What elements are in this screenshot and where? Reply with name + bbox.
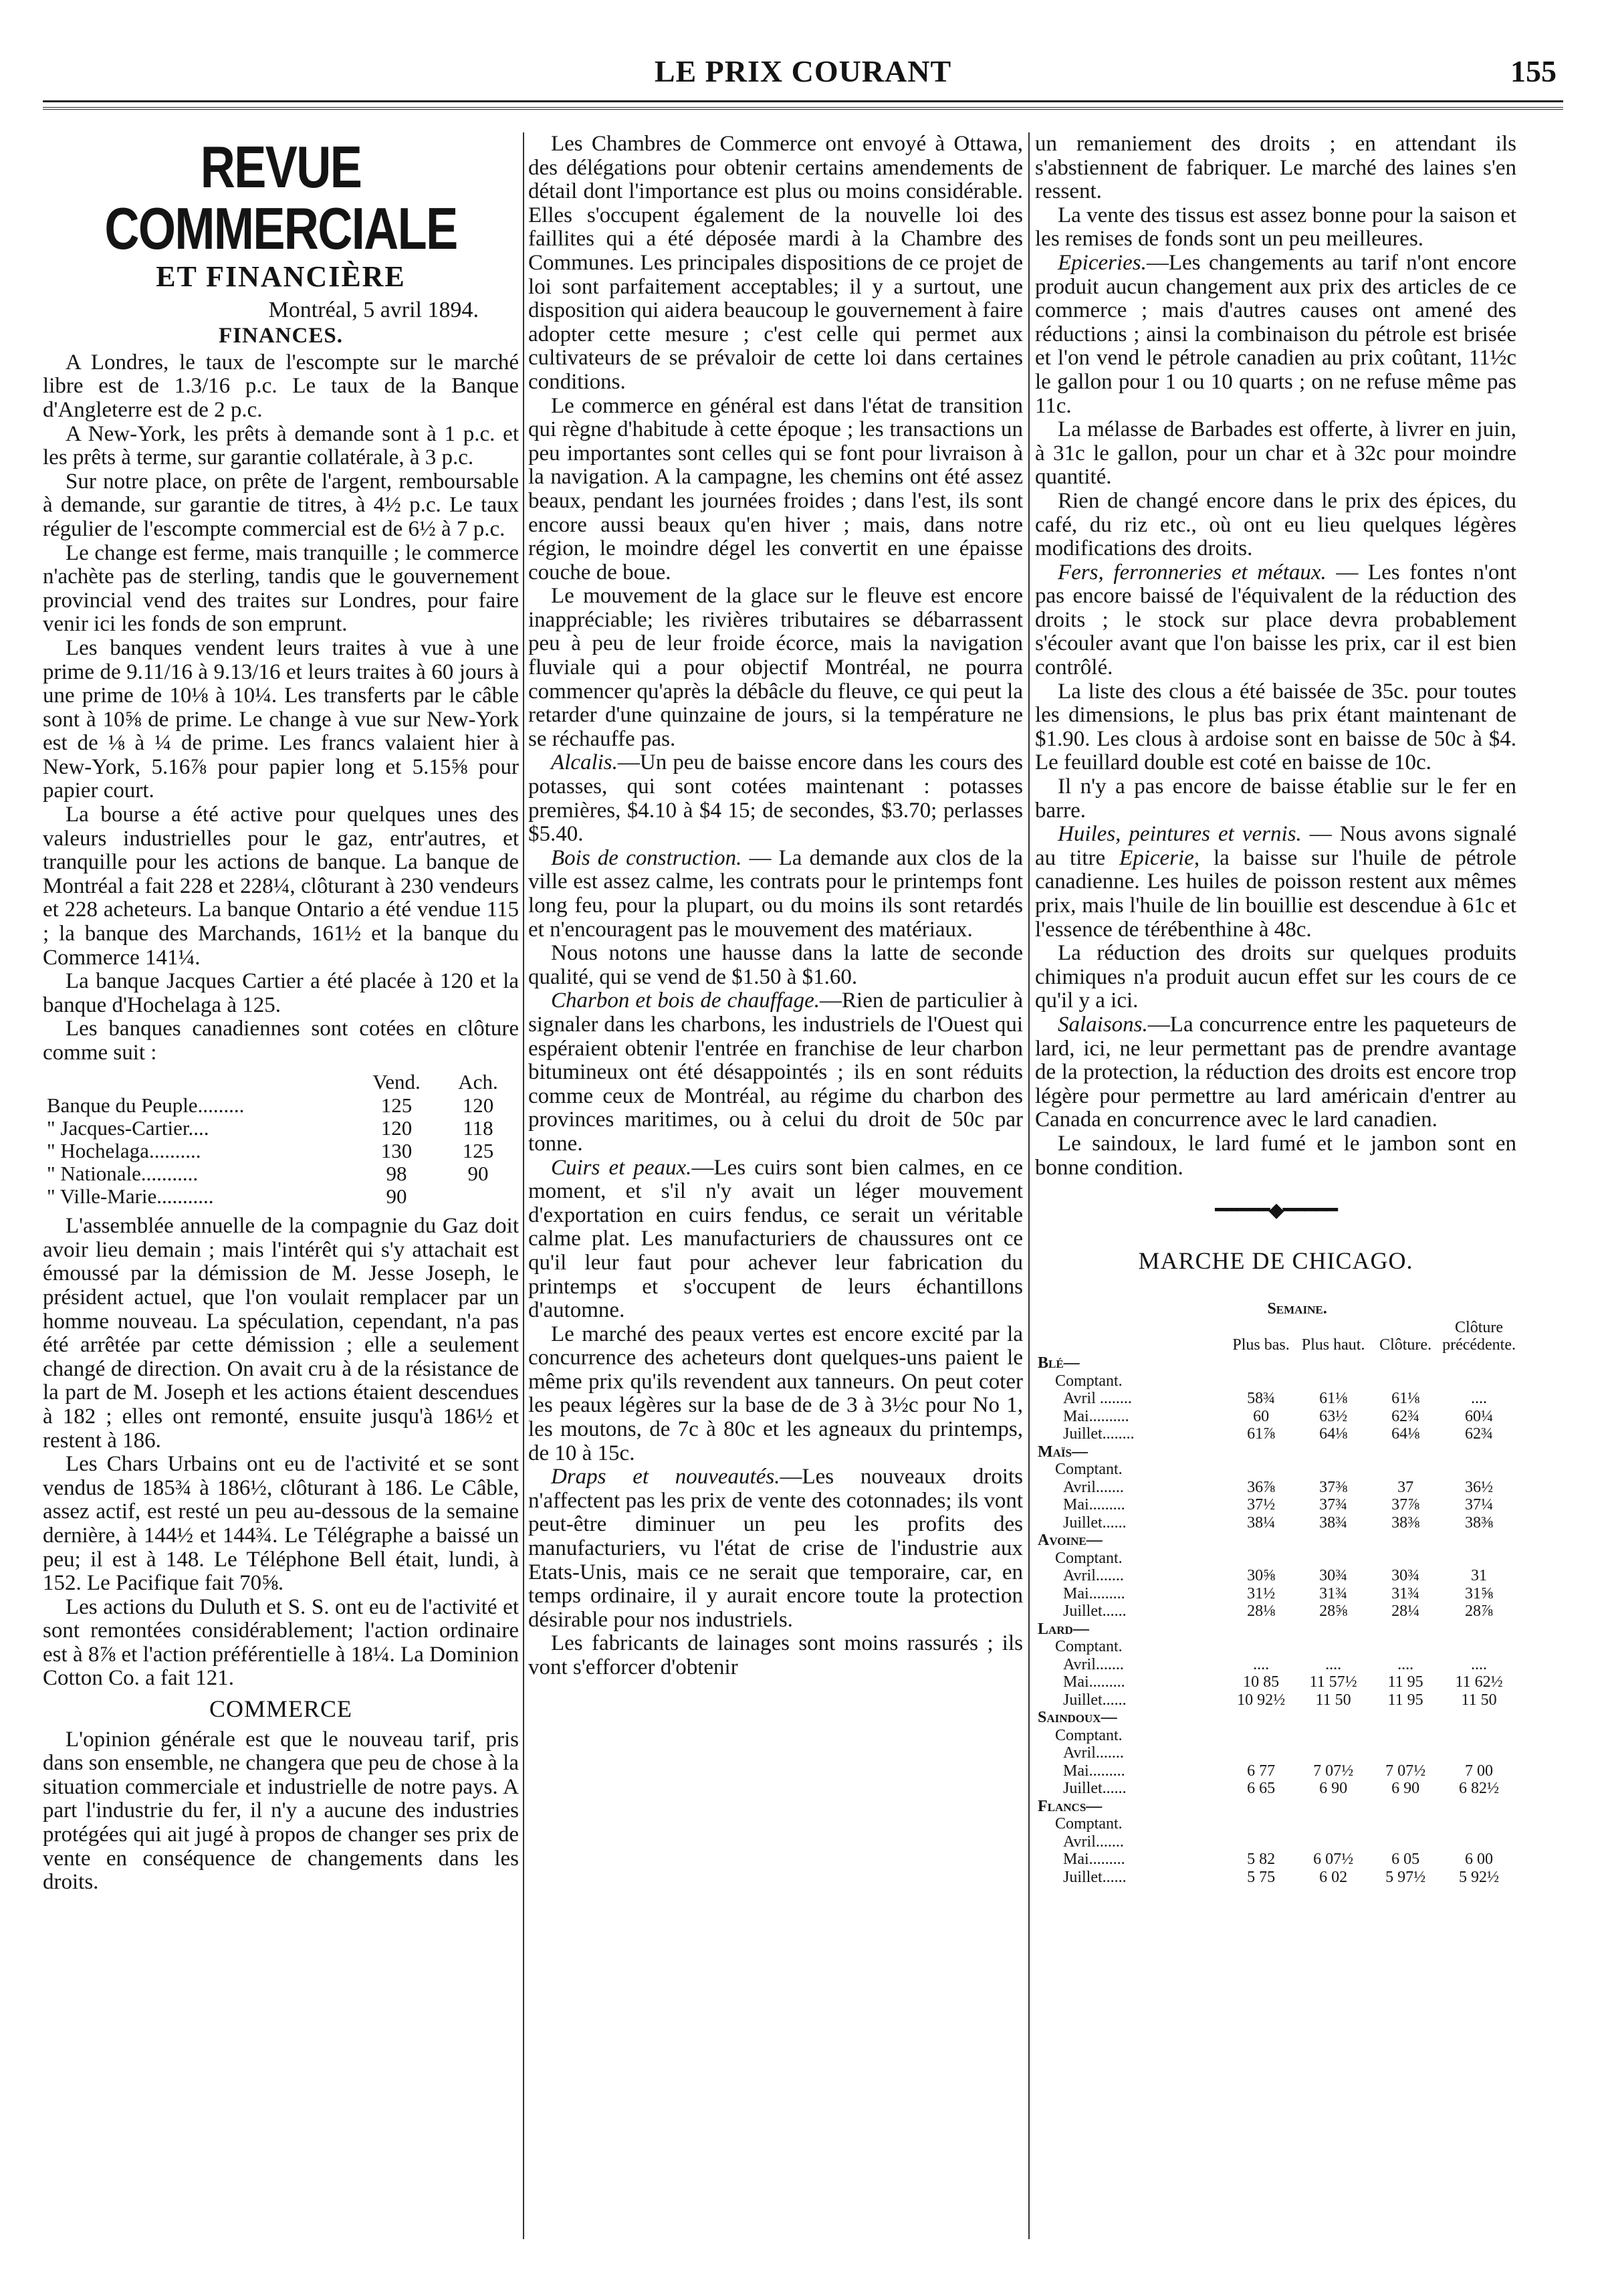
paragraph: La vente des tissus est assez bonne pour la saison et les remises de fonds sont un peu meilleures.: [1035, 203, 1516, 251]
column-header-ach: Ach.: [458, 1069, 498, 1093]
vend-value: 125: [380, 1093, 413, 1118]
price-value: [1442, 1709, 1516, 1727]
paragraph: A Londres, le taux de l'escompte sur le marché libre est de 1.3/16 p.c. Le taux de la Banque d'Angleterre est de 2 p.c.: [43, 350, 519, 422]
section-heading-finances: FINANCES.: [219, 324, 343, 348]
price-value: [1369, 1443, 1442, 1461]
price-value: [1225, 1461, 1297, 1479]
price-value: [1369, 1550, 1442, 1568]
bank-name: " Hochelaga..........: [47, 1139, 201, 1163]
rubric-heading: Bois de construction.: [551, 845, 742, 870]
price-value: [1225, 1443, 1297, 1461]
paragraph: Le change est ferme, mais tranquille ; le commerce n'achète pas de sterling, tandis que le gouvernement provincial vend des traites sur Londres, pour faire venir ici les fonds de son emprunt.: [43, 540, 519, 637]
commodity-label: Saindoux—: [1038, 1709, 1117, 1727]
table-row: [1035, 1869, 1516, 1887]
price-value: 11 57½: [1309, 1673, 1357, 1691]
column-header-plus-haut: Plus haut.: [1301, 1336, 1365, 1354]
column-separator: [1028, 132, 1030, 2239]
paragraph: un remaniement des droits ; en attendant ils s'abstiennent de fabriquer. Le marché des laines s'en ressent.: [1035, 132, 1516, 204]
price-value: 60¼: [1465, 1407, 1494, 1425]
price-value: [1225, 1354, 1297, 1372]
price-value: 37⅞: [1391, 1496, 1420, 1514]
paragraph: Huiles, peintures et vernis. — Nous avons signalé au titre Epicerie, la baisse sur l'huile de pétrole canadienne. Les huiles de poisson restent aux mêmes prix, mais l'huile de lin bouillie est descendue à 61c et l'essence de térébenthine à 48c.: [1035, 822, 1516, 942]
price-value: [1297, 1550, 1369, 1568]
paragraph: Charbon et bois de chauffage.—Rien de particulier à signaler dans les charbons, les industriels de l'Ouest qui espéraient obtenir l'entrée en franchise de leur charbon bitumineux ont été désappointés ; ils en sont réduits comme ceux de Montréal, au régime du charbon des provinces maritimes, ou à celui du droit de 50c par tonne.: [528, 988, 1023, 1156]
commodity-label: Mai.........: [1063, 1496, 1125, 1514]
commodity-label: Avril.......: [1063, 1744, 1124, 1762]
price-value: 64⅛: [1391, 1425, 1420, 1443]
ach-value: [437, 1185, 519, 1208]
price-value: [1442, 1727, 1516, 1745]
price-value: [1297, 1727, 1369, 1745]
section-heading-commerce: COMMERCE: [209, 1695, 353, 1723]
commodity-label: Blé—: [1038, 1354, 1080, 1372]
price-value: 37⅜: [1319, 1478, 1348, 1496]
table-row: [1035, 1780, 1516, 1798]
table-row: [43, 1094, 519, 1117]
commodity-label: Avril.......: [1063, 1478, 1124, 1496]
table-row: [1035, 1744, 1516, 1762]
table-row: [1035, 1425, 1516, 1443]
rubric-heading: Epiceries.: [1058, 250, 1147, 275]
masthead-subtitle: ET FINANCIÈRE: [156, 260, 406, 293]
price-value: [1297, 1621, 1369, 1639]
commodity-label: Avril.......: [1063, 1567, 1124, 1585]
paragraph: Epiceries.—Les changements au tarif n'ont encore produit aucun changement aux prix des articles de ce commerce ; mais d'autres causes ont amené des réductions ; ainsi la combinaison du pétrole est brisée et l'on vend le pétrole canadien au prix coûtant, 11½c le gallon pour 1 ou 10 quarts ; on ne refuse même pas 11c.: [1035, 250, 1516, 418]
paragraph: Le saindoux, le lard fumé et le jambon sont en bonne condition.: [1035, 1131, 1516, 1180]
table-row: [1035, 1585, 1516, 1603]
price-value: 30¾: [1391, 1567, 1420, 1585]
column-3: [1035, 132, 1516, 1886]
price-value: 38¼: [1247, 1514, 1276, 1532]
commodity-label: Comptant.: [1055, 1726, 1123, 1744]
dateline: Montréal, 5 avril 1894.: [268, 297, 479, 322]
price-value: 31½: [1247, 1584, 1276, 1602]
bank-name: " Ville-Marie...........: [47, 1184, 214, 1209]
bank-name: Banque du Peuple.........: [47, 1093, 245, 1118]
paragraph: Le commerce en général est dans l'état de transition qui règne d'habitude à cette époque ; les transactions un peu importantes sont celles qui se font pour livraison à la navigation. A la campagne, les chemins ont été assez beaux, pendant les journées froides ; dans l'est, ils sont encore aussi beaux qu'en hiver ; mais, dans notre région, le moindre dégel les convertit en une épaisse couche de boue.: [528, 393, 1023, 585]
paragraph: Les fabricants de lainages sont moins rassurés ; ils vont s'efforcer d'obtenir: [528, 1631, 1023, 1679]
paragraph: Il n'y a pas encore de baisse établie sur le fer en barre.: [1035, 774, 1516, 823]
price-value: [1442, 1354, 1516, 1372]
paragraph: Alcalis.—Un peu de baisse encore dans les cours des potasses, qui sont cotées maintenant : potasses premières, $4.10 à $4 15; de secondes, $3.70; perlasses $5.40.: [528, 750, 1023, 847]
price-value: [1442, 1744, 1516, 1762]
price-value: [1369, 1372, 1442, 1390]
column-header-vend: Vend.: [372, 1069, 421, 1093]
commodity-label: Juillet......: [1063, 1780, 1127, 1798]
paragraph: Draps et nouveautés.—Les nouveaux droits n'affectent pas les prix de vente des cotonnades; ils vont peut-être diminuer un peu les profits des manufacturiers, vu l'état de crise de l'industrie aux Etats-Unis, mais ce ne serait que temporaire, car, en temps ordinaire, il y aurait encore toute la protection désirable pour nos industriels.: [528, 1465, 1023, 1632]
price-value: ....: [1397, 1655, 1414, 1673]
price-value: [1442, 1621, 1516, 1639]
price-value: 61⅛: [1391, 1390, 1420, 1408]
paragraph: L'assemblée annuelle de la compagnie du Gaz doit avoir lieu demain ; mais l'intérêt qui s'y attachait est émoussé par la démission de M. Jesse Joseph, le président actuel, que l'on voulait remplacer par un homme nouveau. La spéculation, cependant, n'a pas été arrêtée par cette démission ; elle a seulement changé de direction. On avait cru à de la résistance de la part de M. Joseph et les actions étaient descendues à 182 ; elles ont remonté, ensuite jusqu'à 186½ et restent à 186.: [43, 1214, 519, 1453]
price-value: 31¾: [1319, 1584, 1348, 1602]
price-value: [1442, 1372, 1516, 1390]
commodity-label: Flancs—: [1038, 1797, 1103, 1815]
table-row: [1035, 1656, 1516, 1674]
price-value: 6 90: [1391, 1780, 1420, 1798]
commodity-label: Avoine—: [1038, 1532, 1103, 1550]
price-value: [1369, 1815, 1442, 1833]
commodity-label: Mai.........: [1063, 1584, 1125, 1602]
vend-value: 130: [380, 1139, 413, 1163]
table-row: [1035, 1532, 1516, 1550]
price-value: [1297, 1532, 1369, 1550]
price-value: ....: [1325, 1655, 1342, 1673]
price-value: 61⅛: [1319, 1390, 1348, 1408]
table-row: [1035, 1602, 1516, 1621]
ach-value: 120: [462, 1093, 494, 1118]
price-value: 5 75: [1247, 1868, 1276, 1886]
commodity-label: Juillet......: [1063, 1868, 1127, 1886]
paragraph: Bois de construction. — La demande aux clos de la ville est assez calme, les contrats pour le printemps font long feu, pour la plupart, ou du moins ils sont retardés et n'encouragent pas le mouvement des matériaux.: [528, 845, 1023, 942]
price-value: [1442, 1638, 1516, 1656]
price-value: 37: [1397, 1478, 1414, 1496]
price-value: 11 95: [1387, 1673, 1423, 1691]
price-value: 63½: [1319, 1407, 1348, 1425]
page-number: 155: [1510, 54, 1557, 88]
price-value: 28¼: [1391, 1602, 1420, 1621]
price-value: 28⅛: [1247, 1602, 1276, 1621]
header-double-rule: [43, 107, 1563, 112]
column-header-cloture-precedente: Clôture précédente.: [1442, 1319, 1516, 1354]
paragraph: Nous notons une hausse dans la latte de seconde qualité, qui se vend de $1.50 à $1.60.: [528, 941, 1023, 989]
price-value: 31¾: [1391, 1584, 1420, 1602]
commodity-label: Comptant.: [1055, 1638, 1123, 1656]
bank-name: " Nationale...........: [47, 1162, 199, 1186]
price-value: 6 65: [1247, 1780, 1276, 1798]
price-value: 6 00: [1465, 1851, 1494, 1869]
bank-name: " Jacques-Cartier....: [47, 1116, 209, 1140]
price-value: [1369, 1638, 1442, 1656]
table-row: [1035, 1372, 1516, 1390]
price-value: [1225, 1744, 1297, 1762]
price-value: 37¼: [1465, 1496, 1494, 1514]
table-row: [1035, 1851, 1516, 1869]
price-value: 6 05: [1391, 1851, 1420, 1869]
paragraph: Les banques vendent leurs traites à vue à une prime de 9.11/16 à 9.13/16 et leurs traites à 60 jours à une prime de 10⅛ à 10¼. Les transferts par le câble sont à 10⅝ de prime. Le change à vue sur New-York est de ⅛ à ¼ de prime. Les francs valaient hier à New-York, 5.16⅞ pour papier long et 5.15⅝ pour papier court.: [43, 635, 519, 803]
price-value: [1442, 1550, 1516, 1568]
price-value: [1297, 1354, 1369, 1372]
price-value: [1369, 1833, 1442, 1851]
price-value: 11 50: [1315, 1691, 1351, 1709]
price-value: 5 92½: [1459, 1868, 1500, 1886]
table-row: [1035, 1514, 1516, 1532]
table-row: [1035, 1709, 1516, 1727]
paragraph: Le marché des peaux vertes est encore excité par la concurrence des acheteurs dont quelques-uns paient le même prix qu'ils revendent aux tanneurs. On peut coter les peaux légères sur la base de de 3 à 3½c pour No 1, les moutons, de 7c à 80c et les agneaux du printemps, de 10 à 15c.: [528, 1322, 1023, 1465]
price-value: 37¾: [1319, 1496, 1348, 1514]
header-rule: [43, 100, 1563, 102]
price-value: [1442, 1461, 1516, 1479]
table-row: [1035, 1621, 1516, 1639]
paragraph: Fers, ferronneries et métaux. — Les fontes n'ont pas encore baissé de l'équivalent de la réduction des droits ; le stock sur place devra probablement s'écouler avant que l'on baisse les prix, car il est bien contrôlé.: [1035, 560, 1516, 680]
paragraph: Sur notre place, on prête de l'argent, remboursable à demande, sur garantie de titres, à 4½ p.c. Le taux régulier de l'escompte commercial est de 6½ à 7 p.c.: [43, 469, 519, 541]
bank-quotes-table: [43, 1069, 519, 1209]
price-value: 5 82: [1247, 1851, 1276, 1869]
table-row: [1035, 1496, 1516, 1514]
price-value: [1297, 1443, 1369, 1461]
commodity-label: Juillet......: [1063, 1514, 1127, 1532]
price-value: 6 07½: [1313, 1851, 1354, 1869]
table-row: [1035, 1408, 1516, 1426]
price-value: 62¾: [1465, 1425, 1494, 1443]
paragraph: La mélasse de Barbades est offerte, à livrer en juin, à 31c le gallon, pour un char et à 32c pour moindre quantité.: [1035, 417, 1516, 490]
price-value: [1225, 1709, 1297, 1727]
price-value: 31⅝: [1465, 1584, 1494, 1602]
price-value: [1225, 1532, 1297, 1550]
price-value: [1369, 1621, 1442, 1639]
price-value: 61⅞: [1247, 1425, 1276, 1443]
column-header-semaine: Semaine.: [1267, 1300, 1327, 1318]
commodity-label: Lard—: [1038, 1620, 1089, 1638]
price-value: [1297, 1461, 1369, 1479]
paragraph: Cuirs et peaux.—Les cuirs sont bien calmes, en ce moment, et s'il n'y avait un léger mouvement d'exportation en cuirs fendus, ce serait un véritable calme plat. Les manufacturiers de chaussures ont ce qu'il leur faut pour achever leur fabrication du printemps et s'occupent de leurs échantillons d'automne.: [528, 1155, 1023, 1323]
table-row: [43, 1140, 519, 1162]
price-value: [1442, 1815, 1516, 1833]
price-value: 64⅛: [1319, 1425, 1348, 1443]
rubric-heading: Draps et nouveautés.: [551, 1465, 780, 1489]
rubric-heading: Charbon et bois de chauffage.: [551, 988, 820, 1013]
price-value: 6 82½: [1459, 1780, 1500, 1798]
table-row: [1035, 1479, 1516, 1497]
commodity-label: Juillet......: [1063, 1691, 1127, 1709]
ach-value: 125: [462, 1139, 494, 1163]
price-value: 10 92½: [1237, 1691, 1286, 1709]
price-value: [1369, 1532, 1442, 1550]
price-value: 58¾: [1247, 1390, 1276, 1408]
paragraph: La banque Jacques Cartier a été placée à 120 et la banque d'Hochelaga à 125.: [43, 969, 519, 1017]
table-row: [1035, 1762, 1516, 1780]
commodity-label: Mai.........: [1063, 1762, 1125, 1780]
price-value: 11 50: [1461, 1691, 1497, 1709]
table-row: [1035, 1638, 1516, 1656]
paragraph: A New-York, les prêts à demande sont à 1 p.c. et les prêts à terme, sur garantie collatérale, à 3 p.c.: [43, 421, 519, 470]
column-header-plus-bas: Plus bas.: [1232, 1336, 1290, 1354]
page-header: [43, 54, 1563, 94]
masthead: REVUE COMMERCIALE: [104, 134, 457, 262]
price-value: 30⅝: [1247, 1567, 1276, 1585]
price-value: [1225, 1621, 1297, 1639]
commodity-label: Mai.........: [1063, 1673, 1125, 1691]
price-value: [1297, 1798, 1369, 1816]
table-row: [1035, 1691, 1516, 1709]
price-value: [1442, 1443, 1516, 1461]
paragraph: Rien de changé encore dans le prix des épices, du café, du riz etc., où ont eu lieu quelques légères modifications des droits.: [1035, 488, 1516, 561]
price-value: [1225, 1833, 1297, 1851]
chicago-title: MARCHE DE CHICAGO.: [1138, 1247, 1413, 1274]
table-row: [43, 1185, 519, 1208]
vend-value: 90: [386, 1184, 407, 1209]
rubric-heading: Salaisons.: [1058, 1012, 1148, 1037]
price-value: [1297, 1833, 1369, 1851]
price-value: 37½: [1247, 1496, 1276, 1514]
price-value: [1225, 1638, 1297, 1656]
commodity-label: Maïs—: [1038, 1443, 1088, 1461]
price-value: [1225, 1550, 1297, 1568]
chicago-market-table: [1035, 1299, 1516, 1886]
commodity-label: Mai..........: [1063, 1407, 1129, 1425]
price-value: [1225, 1798, 1297, 1816]
price-value: 28⅝: [1319, 1602, 1348, 1621]
ach-value: 118: [463, 1116, 493, 1140]
price-value: [1369, 1709, 1442, 1727]
price-value: 30¾: [1319, 1567, 1348, 1585]
price-value: 28⅞: [1465, 1602, 1494, 1621]
price-value: [1369, 1461, 1442, 1479]
rubric-heading: Fers, ferronneries et métaux.: [1058, 560, 1327, 585]
table-row: [1035, 1354, 1516, 1372]
paragraph: L'opinion générale est que le nouveau tarif, pris dans son ensemble, ne changera que peu de chose à la situation commerciale et industrielle de notre pays. A part l'industrie du fer, il n'y a aucune des industries protégées qui ait jugé à propos de changer ses prix de vente en conséquence de changements dans les droits.: [43, 1727, 519, 1895]
price-value: [1297, 1709, 1369, 1727]
commodity-label: Comptant.: [1055, 1549, 1123, 1567]
price-value: 6 77: [1247, 1762, 1276, 1780]
price-value: [1369, 1727, 1442, 1745]
price-value: [1369, 1354, 1442, 1372]
price-value: 7 07½: [1385, 1762, 1426, 1780]
commodity-label: Avril ........: [1063, 1390, 1132, 1408]
commodity-label: Mai.........: [1063, 1851, 1125, 1869]
price-value: [1297, 1744, 1369, 1762]
table-row: [1035, 1550, 1516, 1568]
table-row: [43, 1117, 519, 1140]
price-value: ....: [1253, 1655, 1270, 1673]
table-row: [1035, 1461, 1516, 1479]
price-value: 10 85: [1243, 1673, 1280, 1691]
price-value: 7 00: [1465, 1762, 1494, 1780]
price-value: ....: [1471, 1655, 1488, 1673]
price-value: [1442, 1798, 1516, 1816]
price-value: 38¾: [1319, 1514, 1348, 1532]
price-value: [1225, 1727, 1297, 1745]
price-value: 6 02: [1319, 1868, 1348, 1886]
price-value: 62¾: [1391, 1407, 1420, 1425]
price-value: 31: [1471, 1567, 1488, 1585]
column-1: [43, 132, 519, 1895]
paragraph: Le mouvement de la glace sur le fleuve est encore inappréciable; les rivières tributaires se débarrassent peu à peu de leur froide écorce, mais la navigation fluviale qui a pour objectif Montréal, ne pourra commencer qu'après la débâcle du fleuve, ce qui peut la retarder d'une quinzaine de jours, si la température ne se réchauffe pas.: [528, 584, 1023, 751]
price-value: ....: [1471, 1390, 1488, 1408]
column-2: [528, 132, 1023, 1680]
commodity-label: Juillet........: [1063, 1425, 1135, 1443]
paragraph: Salaisons.—La concurrence entre les paqueteurs de lard, ici, ne leur permettant pas de prendre avantage de la protection, la réduction des droits est encore trop légère pour permettre au lard américain d'entrer au Canada en concurrence avec le lard canadien.: [1035, 1012, 1516, 1132]
table-row: [1035, 1673, 1516, 1691]
table-row: [1035, 1567, 1516, 1585]
column-header-cloture: Clôture.: [1379, 1336, 1432, 1354]
paragraph: Les actions du Duluth et S. S. ont eu de l'activité et sont remontées considérablement; l'action ordinaire est à 8⅞ et l'action préférentielle à 18¼. La Dominion Cotton Co. a fait 121.: [43, 1594, 519, 1691]
table-row: [1035, 1798, 1516, 1816]
price-value: [1225, 1372, 1297, 1390]
price-value: [1297, 1815, 1369, 1833]
vend-value: 98: [386, 1162, 407, 1186]
price-value: [1297, 1638, 1369, 1656]
price-value: [1225, 1815, 1297, 1833]
paragraph: La bourse a été active pour quelques unes des valeurs industrielles pour le gaz, entr'autres, et tranquille pour les actions de banque. La banque de Montréal a fait 228 et 228¼, clôturant à 230 vendeurs et 228 acheteurs. La banque Ontario a été vendue 115 ; la banque des Marchands, 161½ et la banque du Commerce 141¼.: [43, 803, 519, 970]
vend-value: 120: [380, 1116, 413, 1140]
commodity-label: Avril.......: [1063, 1655, 1124, 1673]
price-value: 11 62½: [1455, 1673, 1503, 1691]
table-row: [1035, 1390, 1516, 1408]
table-row: [1035, 1833, 1516, 1851]
running-title: LE PRIX COURANT: [654, 54, 952, 88]
commodity-label: Avril.......: [1063, 1833, 1124, 1851]
paragraph: La réduction des droits sur quelques produits chimiques n'a produit aucun effet sur les cours de ce qu'il y a ici.: [1035, 941, 1516, 1013]
price-value: [1369, 1798, 1442, 1816]
price-value: 11 95: [1387, 1691, 1423, 1709]
price-value: 36½: [1465, 1478, 1494, 1496]
price-value: 60: [1253, 1407, 1270, 1425]
paragraph: La liste des clous a été baissée de 35c. pour toutes les dimensions, le plus bas prix étant maintenant de $1.90. Les clous à ardoise sont en baisse de 50c à $4. Le feuillard double est coté en baisse de 10c.: [1035, 679, 1516, 775]
price-value: [1369, 1744, 1442, 1762]
table-row: [1035, 1727, 1516, 1745]
rubric-heading: Cuirs et peaux.: [551, 1155, 692, 1180]
paragraph: Les Chambres de Commerce ont envoyé à Ottawa, des délégations pour obtenir certains amendements de détail dont l'importance est plus ou moins considérable. Elles s'occupent également de la nouvelle loi des faillites qui a été déposée mardi à la Chambre des Communes. Les principales dispositions de ce projet de loi sont parfaitement acceptables; il y a surtout, une disposition qui aidera beaucoup le gouvernement à faire adopter cette mesure ; c'est celle qui permet aux cultivateurs de se prévaloir de cette loi dans certaines conditions.: [528, 132, 1023, 394]
table-row: [1035, 1443, 1516, 1461]
price-value: 38⅜: [1465, 1514, 1494, 1532]
price-value: 38⅜: [1391, 1514, 1420, 1532]
paragraph: Les Chars Urbains ont eu de l'activité et se sont vendus de 185¾ à 186½, clôturant à 186. Le Câble, assez actif, est resté un peu au-dessous de la semaine dernière, à 144½ et 144¾. Le Télégraphe a baissé un peu; il est à 148. Le Téléphone Bell était, lundi, à 152. Le Pacifique fait 70⅝.: [43, 1452, 519, 1596]
commodity-label: Comptant.: [1055, 1815, 1123, 1833]
ach-value: 90: [467, 1162, 489, 1186]
price-value: 6 90: [1319, 1780, 1348, 1798]
commodity-label: Juillet......: [1063, 1602, 1127, 1621]
table-row: [1035, 1815, 1516, 1833]
paragraph: Les banques canadiennes sont cotées en clôture comme suit :: [43, 1017, 519, 1065]
price-value: [1442, 1532, 1516, 1550]
price-value: [1442, 1833, 1516, 1851]
price-value: [1297, 1372, 1369, 1390]
commodity-label: Comptant.: [1055, 1461, 1123, 1479]
ornament-divider: ━━━━━◆━━━━━: [1215, 1199, 1337, 1222]
column-separator: [523, 132, 524, 2239]
price-value: 7 07½: [1313, 1762, 1354, 1780]
price-value: 36⅞: [1247, 1478, 1276, 1496]
commodity-label: Comptant.: [1055, 1372, 1123, 1390]
price-value: 5 97½: [1385, 1868, 1426, 1886]
rubric-heading: Huiles, peintures et vernis.: [1058, 822, 1302, 847]
rubric-heading: Alcalis.: [551, 750, 618, 775]
table-row: [43, 1162, 519, 1185]
